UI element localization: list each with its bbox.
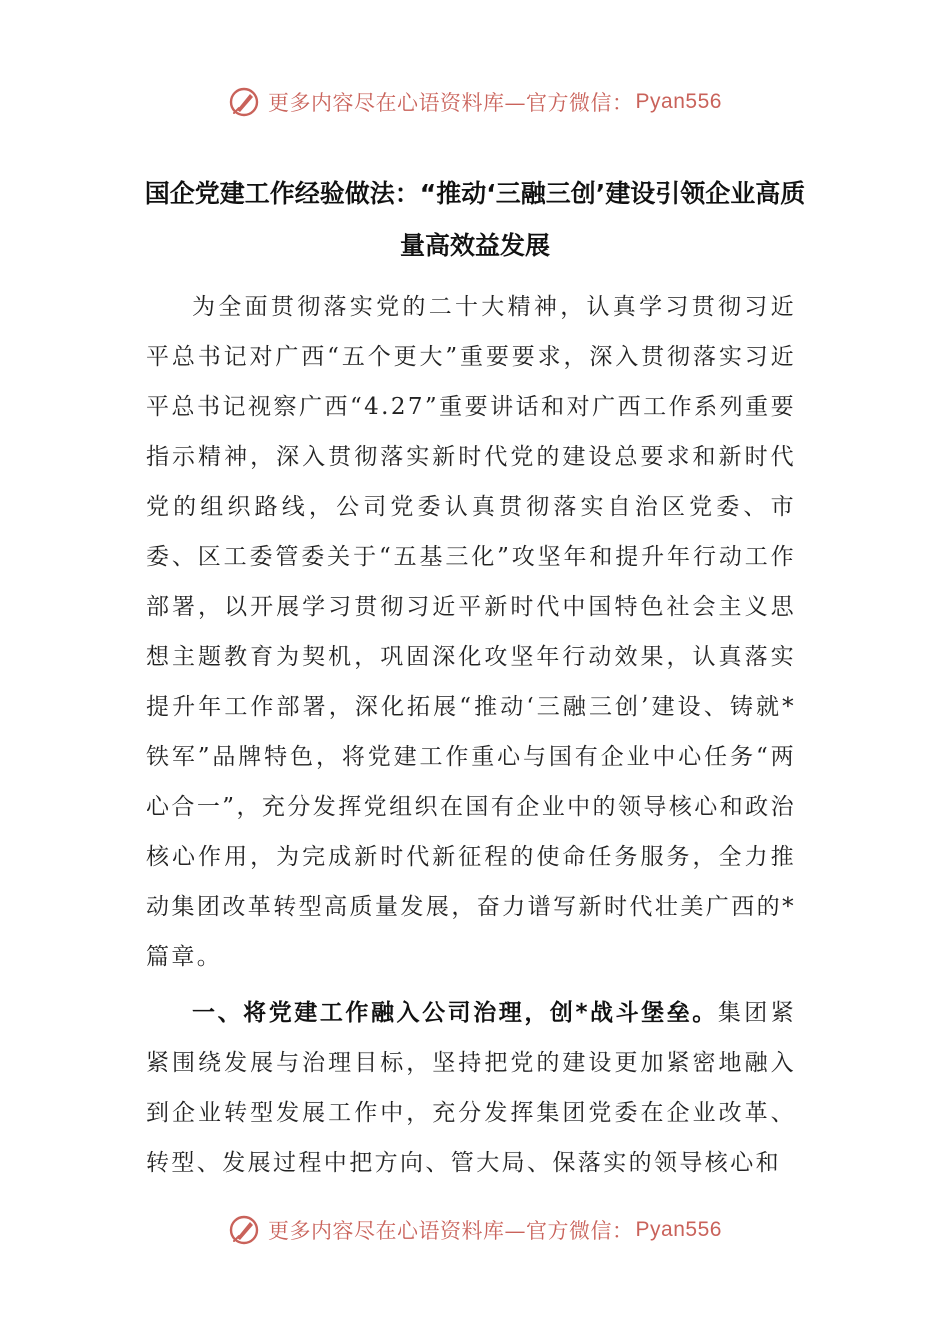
watermark-wechat-id: Pyan556: [635, 90, 722, 113]
section-1-body: 集团紧紧围绕发展与治理目标，坚持把党的建设更加紧密地融入到企业转型发展工作中，充分发挥集团党委在企业改革、转型、发展过程中把方向、管大局、保落实的领导核心和: [146, 1000, 796, 1176]
intro-paragraph: 为全面贯彻落实党的二十大精神，认真学习贯彻习近平总书记对广西“五个更大”重要要求，深入贯彻落实习近平总书记视察广西“4.27”重要讲话和对广西工作系列重要指示精神，深入贯彻落实新时代党的建设总要求和新时代党的组织路线，公司党委认真贯彻落实自治区党委、市委、区工委管委关于“五基三化”攻坚年和提升年行动工作部署，以开展学习贯彻习近平新时代中国特色社会主义思想主题教育为契机，巩固深化攻坚年行动效果，认真落实提升年工作部署，深化拓展“推动‘三融三创’建设、铸就*铁军”品牌特色，将党建工作重心与国有企业中心任务“两心合一”，充分发挥党组织在国有企业中的领导核心和政治核心作用，为完成新时代新征程的使命任务服务，全力推动集团改革转型高质量发展，奋力谱写新时代壮美广西的*篇章。: [146, 294, 796, 970]
quill-logo-icon: [228, 86, 260, 118]
section-1-heading: 一、将党建工作融入公司治理，创*战斗堡垒。: [192, 1000, 718, 1026]
document-title: 国企党建工作经验做法：“推动‘三融三创’建设引领企业高质量高效益发展: [144, 179, 806, 260]
header-watermark: [0, 82, 950, 122]
quill-logo-icon: [228, 1214, 260, 1246]
watermark-text: 更多内容尽在心语资料库—官方微信：: [268, 91, 634, 115]
section-1-paragraph: [146, 988, 796, 1188]
watermark-text: 更多内容尽在心语资料库—官方微信：: [268, 1219, 634, 1243]
footer-watermark: [0, 1210, 950, 1250]
watermark-wechat-id: Pyan556: [635, 1218, 722, 1241]
